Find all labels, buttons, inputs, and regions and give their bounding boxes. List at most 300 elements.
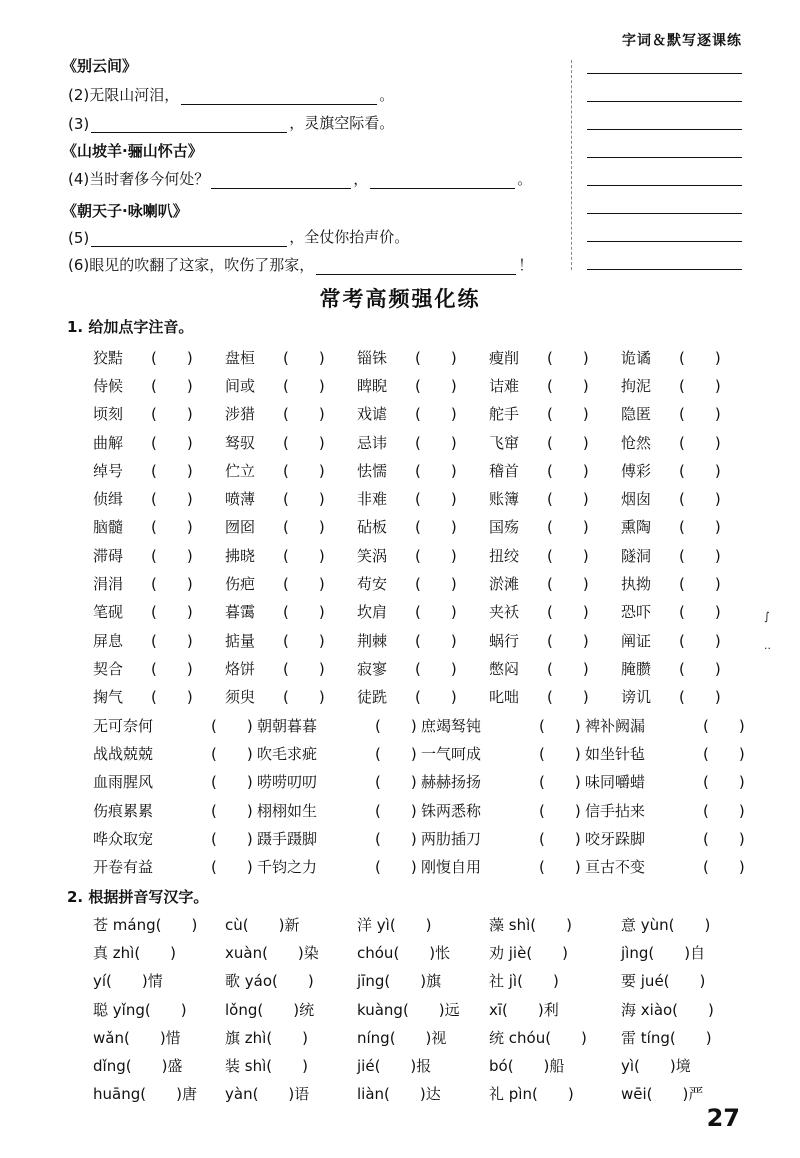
pinyin-item	[489, 347, 621, 368]
pinyin-item	[225, 545, 357, 566]
pinyin-item	[93, 573, 225, 594]
grid-row	[93, 343, 753, 371]
answer-parens[interactable]: ( )	[211, 829, 253, 848]
answer-parens[interactable]: ( )	[415, 490, 457, 509]
answer-parens[interactable]: ( )	[415, 546, 457, 565]
hanzi-item[interactable]: xuàn( )染	[225, 943, 319, 962]
answer-parens[interactable]: ( )	[283, 405, 325, 424]
answer-parens[interactable]: ( )	[679, 376, 721, 395]
pinyin-item	[621, 403, 753, 424]
item-word: 战战兢兢	[93, 744, 154, 763]
pinyin-item	[621, 630, 753, 651]
pinyin-item	[93, 601, 225, 622]
hanzi-item[interactable]: 意 yùn( )	[621, 915, 711, 934]
hanzi-item[interactable]: 礼 pìn( )	[489, 1085, 574, 1104]
answer-writing-line[interactable]	[587, 101, 742, 102]
hanzi-item[interactable]: bó( )船	[489, 1057, 565, 1076]
idiom-item	[257, 715, 421, 736]
answer-parens[interactable]: ( )	[151, 631, 193, 650]
item-word: 怯懦	[357, 461, 388, 480]
hanzi-item[interactable]: 藻 shì( )	[489, 915, 572, 934]
item-word: 蜗行	[489, 631, 520, 650]
answer-parens[interactable]: ( )	[679, 461, 721, 480]
question-1-label: 1. 给加点字注音。	[67, 318, 194, 336]
pinyin-item	[225, 658, 357, 679]
hanzi-item[interactable]: 苍 máng( )	[93, 915, 198, 934]
answer-parens[interactable]: ( )	[375, 829, 417, 848]
answer-parens[interactable]: ( )	[211, 858, 253, 877]
grid-row	[93, 569, 753, 597]
answer-parens[interactable]: ( )	[151, 546, 193, 565]
answer-parens[interactable]: ( )	[703, 773, 745, 792]
item-word: 侦缉	[93, 490, 124, 509]
hanzi-item[interactable]: 社 jì( )	[489, 972, 559, 991]
answer-parens[interactable]: ( )	[539, 773, 581, 792]
item-word: 血雨腥风	[93, 773, 154, 792]
pinyin-item	[489, 658, 621, 679]
answer-parens[interactable]: ( )	[375, 716, 417, 735]
item-word: 烙饼	[225, 659, 256, 678]
item-word: 诘难	[489, 376, 520, 395]
item-word: 荆棘	[357, 631, 388, 650]
answer-blank[interactable]	[316, 260, 516, 275]
answer-parens[interactable]: ( )	[703, 801, 745, 820]
answer-parens[interactable]: ( )	[151, 659, 193, 678]
grid-row	[93, 711, 749, 739]
answer-parens[interactable]: ( )	[547, 659, 589, 678]
answer-parens[interactable]: ( )	[547, 405, 589, 424]
answer-parens[interactable]: ( )	[283, 461, 325, 480]
answer-parens[interactable]: ( )	[415, 376, 457, 395]
answer-parens[interactable]: ( )	[211, 716, 253, 735]
grid-row	[93, 456, 753, 484]
pinyin-item	[93, 488, 225, 509]
item-word: 戏谑	[357, 405, 388, 424]
answer-parens[interactable]: ( )	[679, 546, 721, 565]
answer-parens[interactable]: ( )	[547, 575, 589, 594]
grid-row	[93, 513, 753, 541]
item-word: 非难	[357, 490, 388, 509]
hanzi-item[interactable]: chóu( )怅	[357, 943, 451, 962]
grid-row	[93, 938, 753, 966]
pinyin-item	[621, 488, 753, 509]
answer-parens[interactable]: ( )	[415, 348, 457, 367]
answer-writing-line[interactable]	[587, 269, 742, 270]
pinyin-item	[357, 488, 489, 509]
line-prefix: (4)当时奢侈今何处？	[68, 170, 210, 188]
item-word: 间或	[225, 376, 256, 395]
idiom-item	[257, 800, 421, 821]
answer-parens[interactable]: ( )	[415, 433, 457, 452]
item-word: 诡谲	[621, 348, 652, 367]
item-word: 涉猎	[225, 405, 256, 424]
answer-parens[interactable]: ( )	[679, 348, 721, 367]
recitation-line	[68, 226, 409, 247]
answer-parens[interactable]: ( )	[415, 405, 457, 424]
item-word: 寂寥	[357, 659, 388, 678]
item-word: 笔砚	[93, 603, 124, 622]
item-word: 国殇	[489, 518, 520, 537]
answer-parens[interactable]: ( )	[151, 405, 193, 424]
answer-writing-line[interactable]	[587, 241, 742, 242]
pinyin-item	[621, 432, 753, 453]
pinyin-item	[225, 403, 357, 424]
answer-parens[interactable]: ( )	[415, 631, 457, 650]
answer-parens[interactable]: ( )	[211, 773, 253, 792]
line-prefix: (5)	[68, 229, 90, 247]
answer-parens[interactable]: ( )	[375, 744, 417, 763]
answer-parens[interactable]: ( )	[539, 829, 581, 848]
answer-blank[interactable]	[91, 118, 287, 133]
item-word: 拘泥	[621, 376, 652, 395]
pinyin-item	[225, 686, 357, 707]
pinyin-item	[489, 686, 621, 707]
recitation-line	[68, 84, 394, 105]
hanzi-item[interactable]: 雷 tíng( )	[621, 1028, 712, 1047]
hanzi-item[interactable]: 旗 zhì( )	[225, 1028, 309, 1047]
hanzi-item[interactable]: cù( )新	[225, 915, 300, 934]
answer-parens[interactable]: ( )	[211, 801, 253, 820]
answer-parens[interactable]: ( )	[415, 688, 457, 707]
pinyin-item	[489, 432, 621, 453]
hanzi-item[interactable]: níng( )视	[357, 1028, 447, 1047]
item-word: 哗众取宠	[93, 829, 154, 848]
answer-parens[interactable]: ( )	[679, 631, 721, 650]
item-word: 拂晓	[225, 546, 256, 565]
item-word: 曲解	[93, 433, 124, 452]
pinyin-item	[225, 347, 357, 368]
hanzi-item[interactable]: jīng( )旗	[357, 972, 442, 991]
item-word: 谤讥	[621, 688, 652, 707]
hanzi-item[interactable]: 装 shì( )	[225, 1057, 308, 1076]
line-prefix: (2)无限山河泪，	[68, 86, 180, 104]
pinyin-item	[357, 375, 489, 396]
idiom-item	[257, 828, 421, 849]
question-2-label: 2. 根据拼音写汉字。	[67, 888, 209, 906]
answer-parens[interactable]: ( )	[151, 490, 193, 509]
answer-parens[interactable]: ( )	[151, 603, 193, 622]
item-word: 顷刻	[93, 405, 124, 424]
book-header: 字词＆默写逐课练	[622, 33, 742, 49]
item-word: 憋闷	[489, 659, 520, 678]
item-word: 夹袄	[489, 603, 520, 622]
grid-row	[93, 654, 753, 682]
pinyin-item	[621, 375, 753, 396]
answer-parens[interactable]: ( )	[547, 433, 589, 452]
hanzi-item[interactable]: 海 xiào( )	[621, 1000, 714, 1019]
line-middle: ，灵旗空际看。	[289, 114, 395, 132]
line-middle: ，全仗你抬声价。	[289, 228, 410, 246]
idiom-item	[421, 856, 585, 877]
pinyin-item	[357, 573, 489, 594]
item-word: 绰号	[93, 461, 124, 480]
item-word: 喷薄	[225, 490, 256, 509]
pinyin-item	[93, 545, 225, 566]
item-word: 坎肩	[357, 603, 388, 622]
pinyin-item	[225, 601, 357, 622]
pinyin-item	[621, 460, 753, 481]
item-word: 账簿	[489, 490, 520, 509]
margin-mark: ··	[764, 642, 771, 655]
hanzi-item[interactable]: liàn( )达	[357, 1085, 441, 1104]
answer-parens[interactable]: ( )	[703, 829, 745, 848]
item-word: 淤滩	[489, 575, 520, 594]
answer-parens[interactable]: ( )	[679, 603, 721, 622]
answer-parens[interactable]: ( )	[283, 348, 325, 367]
answer-writing-line[interactable]	[587, 213, 742, 214]
hanzi-item[interactable]: yí( )情	[93, 972, 163, 991]
answer-parens[interactable]: ( )	[415, 461, 457, 480]
item-word: 锱铢	[357, 348, 388, 367]
answer-parens[interactable]: ( )	[151, 376, 193, 395]
pinyin-item	[621, 601, 753, 622]
item-word: 朝朝暮暮	[257, 716, 318, 735]
pinyin-item	[357, 545, 489, 566]
item-word: 狡黠	[93, 348, 124, 367]
item-word: 无可奈何	[93, 716, 154, 735]
item-word: 腌臜	[621, 659, 652, 678]
pinyin-item	[357, 601, 489, 622]
idiom-item	[257, 743, 421, 764]
grid-row	[93, 910, 753, 938]
pinyin-item	[225, 630, 357, 651]
item-word: 掂量	[225, 631, 256, 650]
answer-parens[interactable]: ( )	[415, 603, 457, 622]
hanzi-item[interactable]: huāng( )唐	[93, 1085, 197, 1104]
hanzi-item[interactable]: 真 zhì( )	[93, 943, 177, 962]
item-word: 脑髓	[93, 518, 124, 537]
answer-parens[interactable]: ( )	[151, 348, 193, 367]
hanzi-item[interactable]: kuàng( )远	[357, 1000, 460, 1019]
pinyin-item	[225, 460, 357, 481]
answer-writing-line[interactable]	[587, 185, 742, 186]
answer-parens[interactable]: ( )	[211, 744, 253, 763]
item-word: 怆然	[621, 433, 652, 452]
pinyin-item	[357, 686, 489, 707]
item-word: 滞碍	[93, 546, 124, 565]
pinyin-item	[225, 432, 357, 453]
answer-parens[interactable]: ( )	[539, 858, 581, 877]
hanzi-item[interactable]: jié( )报	[357, 1057, 432, 1076]
item-word: 隐匿	[621, 405, 652, 424]
grid-row	[93, 768, 749, 796]
answer-parens[interactable]: ( )	[283, 603, 325, 622]
item-word: 庶竭驽钝	[421, 716, 482, 735]
hanzi-item[interactable]: 聪 yǐng( )	[93, 1000, 187, 1019]
item-word: 暮霭	[225, 603, 256, 622]
pinyin-item	[225, 375, 357, 396]
pinyin-item	[489, 375, 621, 396]
item-word: 舵手	[489, 405, 520, 424]
pinyin-item	[489, 488, 621, 509]
pinyin-item	[93, 432, 225, 453]
pinyin-item	[621, 347, 753, 368]
item-word: 蹑手蹑脚	[257, 829, 318, 848]
line-middle: ！	[518, 256, 534, 274]
answer-parens[interactable]: ( )	[415, 659, 457, 678]
idiom-item	[585, 715, 749, 736]
pinyin-item	[93, 460, 225, 481]
answer-parens[interactable]: ( )	[547, 490, 589, 509]
hanzi-item[interactable]: 歌 yáo( )	[225, 972, 314, 991]
item-word: 傅彩	[621, 461, 652, 480]
hanzi-item[interactable]: yì( )境	[621, 1057, 691, 1076]
item-word: 铢两悉称	[421, 801, 482, 820]
idiom-item	[421, 771, 585, 792]
answer-parens[interactable]: ( )	[283, 490, 325, 509]
item-word: 扭绞	[489, 546, 520, 565]
pinyin-item	[489, 573, 621, 594]
grid-row	[93, 428, 753, 456]
line-middle: ，	[353, 170, 369, 188]
item-word: 咬牙跺脚	[585, 829, 646, 848]
item-word: 叱咄	[489, 688, 520, 707]
answer-parens[interactable]: ( )	[547, 376, 589, 395]
item-word: 隧洞	[621, 546, 652, 565]
item-word: 阐证	[621, 631, 652, 650]
item-word: 契合	[93, 659, 124, 678]
answer-parens[interactable]: ( )	[151, 518, 193, 537]
answer-parens[interactable]: ( )	[283, 518, 325, 537]
answer-parens[interactable]: ( )	[415, 575, 457, 594]
line-prefix: (6)眼见的吹翻了这家，吹伤了那家，	[68, 256, 315, 274]
hanzi-item[interactable]: dǐng( )盛	[93, 1057, 183, 1076]
answer-blank[interactable]	[181, 90, 377, 105]
grid-row	[93, 371, 753, 399]
answer-parens[interactable]: ( )	[547, 688, 589, 707]
idiom-item	[585, 856, 749, 877]
answer-parens[interactable]: ( )	[283, 376, 325, 395]
idiom-item	[257, 771, 421, 792]
hanzi-item[interactable]: jìng( )自	[621, 943, 706, 962]
answer-parens[interactable]: ( )	[151, 433, 193, 452]
answer-parens[interactable]: ( )	[547, 461, 589, 480]
item-word: 稽首	[489, 461, 520, 480]
answer-parens[interactable]: ( )	[703, 716, 745, 735]
grid-row	[93, 1051, 753, 1079]
answer-parens[interactable]: ( )	[539, 744, 581, 763]
grid-row	[93, 541, 753, 569]
pinyin-item	[93, 630, 225, 651]
answer-parens[interactable]: ( )	[283, 575, 325, 594]
grid-row	[93, 852, 749, 880]
answer-parens[interactable]: ( )	[151, 688, 193, 707]
grid-row	[93, 1023, 753, 1051]
item-word: 开卷有益	[93, 858, 154, 877]
answer-parens[interactable]: ( )	[539, 801, 581, 820]
idiom-item	[93, 743, 257, 764]
hanzi-item[interactable]: wēi( )严	[621, 1085, 704, 1104]
answer-blank[interactable]	[211, 174, 351, 189]
hanzi-item[interactable]: xī( )利	[489, 1000, 559, 1019]
item-word: 千钧之力	[257, 858, 318, 877]
pinyin-item	[93, 516, 225, 537]
answer-parens[interactable]: ( )	[283, 631, 325, 650]
answer-parens[interactable]: ( )	[679, 433, 721, 452]
hanzi-item[interactable]: 洋 yì( )	[357, 915, 432, 934]
answer-parens[interactable]: ( )	[547, 348, 589, 367]
hanzi-item[interactable]: 劝 jiè( )	[489, 943, 569, 962]
answer-parens[interactable]: ( )	[547, 518, 589, 537]
answer-parens[interactable]: ( )	[151, 461, 193, 480]
item-word: 赫赫扬扬	[421, 773, 482, 792]
pinyin-item	[489, 545, 621, 566]
idiom-item	[585, 800, 749, 821]
hanzi-item[interactable]: yàn( )语	[225, 1085, 310, 1104]
answer-parens[interactable]: ( )	[679, 688, 721, 707]
answer-parens[interactable]: ( )	[283, 433, 325, 452]
idiom-item	[585, 828, 749, 849]
answer-parens[interactable]: ( )	[375, 858, 417, 877]
grid-row	[93, 626, 753, 654]
answer-parens[interactable]: ( )	[415, 518, 457, 537]
pinyin-item	[357, 630, 489, 651]
answer-parens[interactable]: ( )	[547, 603, 589, 622]
answer-parens[interactable]: ( )	[547, 631, 589, 650]
answer-blank[interactable]	[91, 232, 287, 247]
answer-writing-line[interactable]	[587, 73, 742, 74]
answer-parens[interactable]: ( )	[375, 801, 417, 820]
pinyin-item	[621, 516, 753, 537]
item-word: 唠唠叨叨	[257, 773, 318, 792]
item-word: 忌讳	[357, 433, 388, 452]
answer-writing-line[interactable]	[587, 157, 742, 158]
answer-parens[interactable]: ( )	[283, 546, 325, 565]
pinyin-item	[489, 601, 621, 622]
answer-parens[interactable]: ( )	[679, 518, 721, 537]
grid-row	[93, 683, 753, 711]
pinyin-item	[621, 545, 753, 566]
hanzi-item[interactable]: lǒng( )统	[225, 1000, 315, 1019]
pinyin-item	[357, 658, 489, 679]
answer-parens[interactable]: ( )	[375, 773, 417, 792]
hanzi-item[interactable]: 统 chóu( )	[489, 1028, 587, 1047]
answer-parens[interactable]: ( )	[539, 716, 581, 735]
hanzi-item[interactable]: 要 jué( )	[621, 972, 706, 991]
pinyin-item	[489, 630, 621, 651]
answer-parens[interactable]: ( )	[679, 405, 721, 424]
item-word: 驽驭	[225, 433, 256, 452]
item-word: 栩栩如生	[257, 801, 318, 820]
answer-parens[interactable]: ( )	[547, 546, 589, 565]
answer-parens[interactable]: ( )	[703, 858, 745, 877]
pinyin-item	[93, 347, 225, 368]
idiom-grid	[93, 711, 749, 881]
answer-parens[interactable]: ( )	[151, 575, 193, 594]
pinyin-item	[621, 658, 753, 679]
hanzi-item[interactable]: wǎn( )惜	[93, 1028, 181, 1047]
answer-parens[interactable]: ( )	[283, 659, 325, 678]
pinyin-item	[489, 403, 621, 424]
answer-writing-line[interactable]	[587, 129, 742, 130]
line-suffix: 。	[379, 86, 395, 104]
item-word: 刚愎自用	[421, 858, 482, 877]
item-word: 盘桓	[225, 348, 256, 367]
answer-parens[interactable]: ( )	[679, 659, 721, 678]
answer-parens[interactable]: ( )	[703, 744, 745, 763]
grid-row	[93, 484, 753, 512]
answer-parens[interactable]: ( )	[679, 490, 721, 509]
hanzi-grid	[93, 910, 753, 1108]
answer-blank[interactable]	[370, 174, 515, 189]
pinyin-item	[357, 516, 489, 537]
item-word: 裨补阙漏	[585, 716, 646, 735]
item-word: 伫立	[225, 461, 256, 480]
item-word: 执拗	[621, 575, 652, 594]
answer-parens[interactable]: ( )	[283, 688, 325, 707]
idiom-item	[585, 771, 749, 792]
answer-parens[interactable]: ( )	[679, 575, 721, 594]
